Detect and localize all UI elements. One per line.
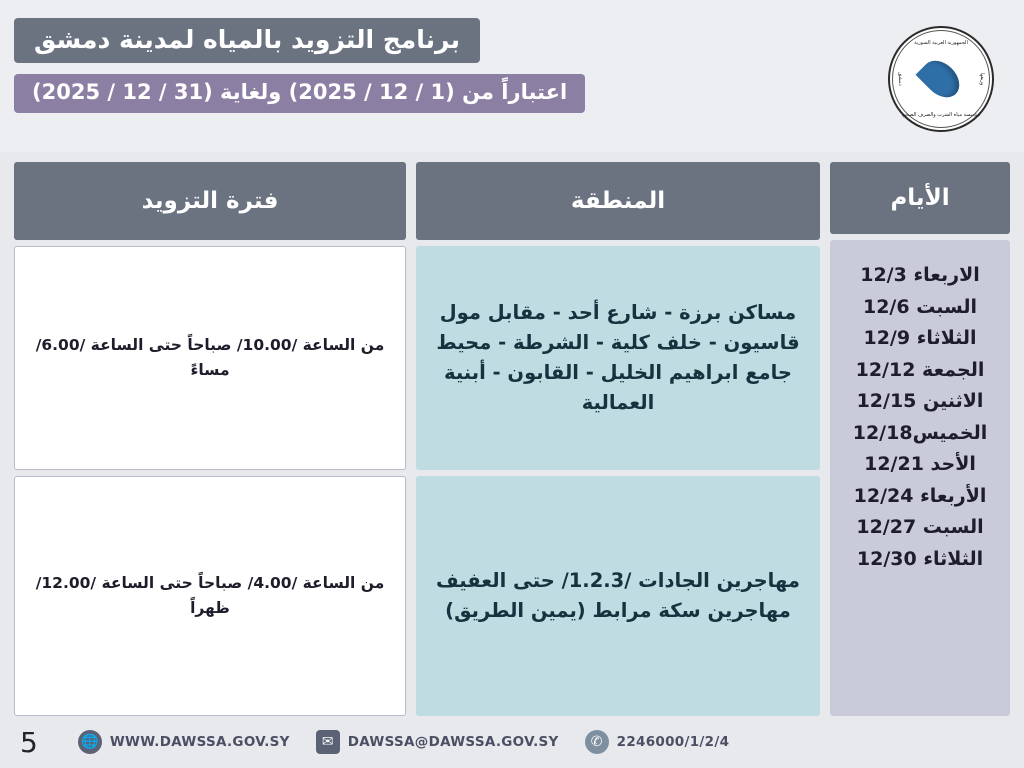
page-footer	[0, 716, 1024, 768]
footer-email[interactable]	[316, 730, 559, 754]
schedule-table	[0, 162, 1024, 716]
list-item: السبت 12/27	[856, 516, 984, 538]
logo-left-text: دمشق	[897, 72, 903, 86]
list-item: الاربعاء 12/3	[860, 264, 980, 286]
list-item: الجمعة 12/12	[855, 358, 985, 381]
list-item: الثلاثاء 12/9	[863, 327, 977, 349]
water-drop-icon	[916, 54, 967, 105]
footer-website[interactable]	[78, 730, 290, 754]
days-list	[830, 240, 1010, 716]
area-column-header: المنطقة	[416, 162, 820, 240]
footer-email-label: DAWSSA@DAWSSA.GOV.SY	[347, 734, 559, 750]
page-number: 5	[20, 725, 38, 759]
organization-logo	[888, 26, 994, 132]
logo-top-text: الجمهورية العربية السورية	[914, 40, 968, 46]
envelope-icon: ✉	[316, 730, 340, 754]
footer-contact-list	[38, 730, 1002, 754]
page-subtitle-date-range: اعتباراً من (1 / 12 / 2025) ولغاية (31 / 12 / 2025)	[14, 74, 585, 113]
logo-inner-ring	[892, 30, 990, 128]
list-item: الخميس12/18	[852, 421, 988, 444]
globe-icon: 🌐	[78, 730, 102, 754]
page-title: برنامج التزويد بالمياه لمدينة دمشق	[14, 18, 480, 63]
footer-phone-label: 2246000/1/2/4	[616, 734, 730, 750]
table-row-period-2: من الساعة /4.00/ صباحاً حتى الساعة /12.00/ ظهراً	[14, 476, 406, 716]
period-column	[14, 162, 406, 716]
list-item: السبت 12/6	[862, 295, 978, 318]
days-column-header: الأيام	[830, 162, 1010, 234]
area-column	[416, 162, 820, 716]
list-item: الاثنين 12/15	[856, 390, 984, 412]
period-column-header: فترة التزويد	[14, 162, 406, 240]
days-column	[830, 162, 1010, 716]
table-row-area-2: مهاجرين الجادات /1.2.3/ حتى العفيف مهاجرين سكة مرابط (يمين الطريق)	[416, 476, 820, 716]
footer-phone[interactable]	[585, 730, 730, 754]
list-item: الأحد 12/21	[864, 453, 976, 475]
table-row-period-1: من الساعة /10.00/ صباحاً حتى الساعة /6.00/ مساءً	[14, 246, 406, 470]
list-item: الأربعاء 12/24	[853, 484, 987, 507]
table-row-area-1: مساكن برزة - شارع أحد - مقابل مول قاسيون - خلف كلية - الشرطة - محيط جامع ابراهيم الخليل - القابون - أبنية العمالية	[416, 246, 820, 470]
page-header	[0, 0, 1024, 152]
logo-right-text: وريفها	[979, 72, 985, 86]
title-block	[14, 18, 585, 113]
phone-icon: ✆	[585, 730, 609, 754]
logo-bottom-text: مؤسسة مياه الشرب والصرف الصحي	[901, 112, 981, 118]
list-item: الثلاثاء 12/30	[856, 547, 984, 570]
footer-website-label: WWW.DAWSSA.GOV.SY	[109, 734, 290, 750]
